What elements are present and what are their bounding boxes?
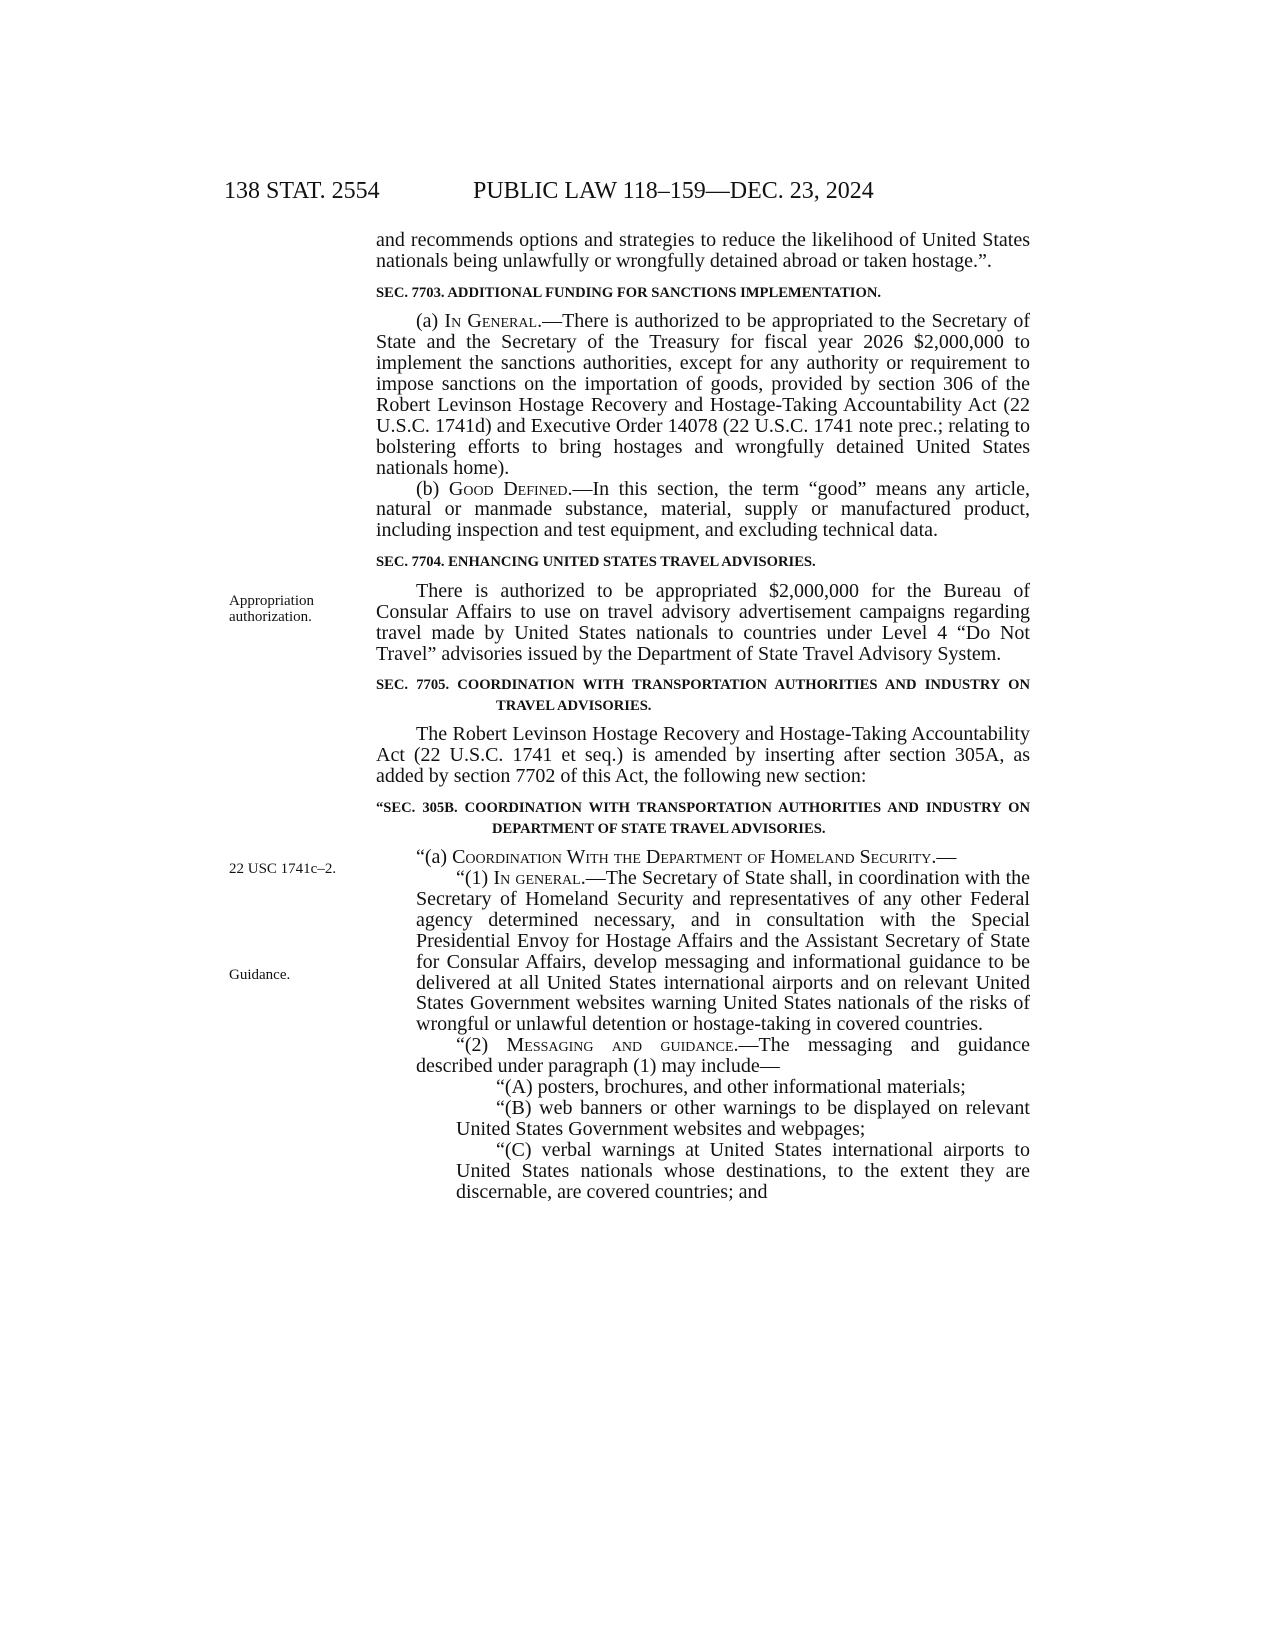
section-7704-text: There is authorized to be appropriated $2,000,000 for the Bureau of Consular Affairs to use on travel advisory advertisement campaigns regarding travel made by United States nationals to countries under Level 4 “Do Not Travel” advisories issued by the Department of State Travel Advisory System. xyxy=(376,579,1030,665)
margin-note-appropriation: Appropriation authorization. xyxy=(229,593,314,625)
label: “(2) xyxy=(456,1034,507,1057)
subsection-heading: Good Defined xyxy=(448,477,568,500)
paragraph-1 xyxy=(416,868,1030,1035)
subparagraph-c: “(C) verbal warnings at United States international airports to United States nationals whose destinations, to the extent they are discernable, are covered countries; and xyxy=(456,1138,1030,1203)
paragraph-text: .—The Secretary of State shall, in coordination with the Secretary of Homeland Security and representatives of any other Federal agency determined necessary, and in consultation with the Special Presidential Envoy for Hostage Affairs and the Assistant Secretary of State for Consular Affairs, develop messaging and informational guidance to be delivered at all United States international airports and on relevant United States Government websites warning United States nationals of the risks of wrongful or unlawful detention or hostage-taking in covered countries. xyxy=(416,867,1030,1036)
subparagraph-b: “(B) web banners or other warnings to be displayed on relevant United States Government websites and webpages; xyxy=(456,1097,1030,1140)
section-7704-title: SEC. 7704. ENHANCING UNITED STATES TRAVEL ADVISORIES. xyxy=(376,554,816,571)
intro-paragraph: and recommends options and strategies to reduce the likelihood of United States nationals being unlawfully or wrongfully detained abroad or taken hostage.”. xyxy=(376,229,1030,272)
paragraph-text: .—The messaging and guidance described under paragraph (1) may include— xyxy=(416,1034,1030,1078)
subsection-heading: In General xyxy=(444,310,538,333)
label: (b) xyxy=(416,477,449,500)
subparagraph-a: “(A) posters, brochures, and other informational materials; xyxy=(496,1076,966,1099)
margin-note-usc: 22 USC 1741c–2. xyxy=(229,861,337,877)
section-305b-a xyxy=(376,847,1030,868)
section-7703-a xyxy=(376,311,1030,478)
section-7705-text: The Robert Levinson Hostage Recovery and Hostage-Taking Accountability Act (22 U.S.C. 1741 et seq.) is amended by inserting after section 305A, as added by section 7702 of this Act, the following new section: xyxy=(376,723,1030,788)
public-law-title: PUBLIC LAW 118–159—DEC. 23, 2024 xyxy=(473,178,874,204)
stat-reference: 138 STAT. 2554 xyxy=(224,178,380,204)
section-7703-b xyxy=(376,479,1030,542)
section-7703-title: SEC. 7703. ADDITIONAL FUNDING FOR SANCTIONS IMPLEMENTATION. xyxy=(376,284,882,301)
margin-note-guidance: Guidance. xyxy=(229,967,291,983)
section-7705-title: SEC. 7705. COORDINATION WITH TRANSPORTATION AUTHORITIES AND INDUSTRY ON TRAVEL ADVISORIES. xyxy=(376,677,1030,714)
paragraph-heading: Messaging and guidance xyxy=(506,1034,734,1057)
subsection-text: .—There is authorized to be appropriated to the Secretary of State and the Secretary of the Treasury for fiscal year 2026 $2,000,000 to implement the sanctions authorities, except for any authority or requirement to impose sanctions on the importation of goods, provided by section 306 of the Robert Levinson Hostage Recovery and Hostage-Taking Accountability Act (22 U.S.C. 1741d) and Executive Order 14078 (22 U.S.C. 1741 note prec.; relating to bolstering efforts to bring hostages and wrongfully detained United States nationals home). xyxy=(376,310,1030,479)
subsection-text: .—In this section, the term “good” means any article, natural or manmade substance, material, supply or manufactured product, including inspection and test equipment, and excluding technical data. xyxy=(376,477,1030,542)
section-305b-title: “SEC. 305B. COORDINATION WITH TRANSPORTATION AUTHORITIES AND INDUSTRY ON DEPARTMENT OF STATE TRAVEL ADVISORIES. xyxy=(376,800,1030,837)
label: (a) xyxy=(416,310,445,333)
subsection-tail: .— xyxy=(931,846,957,869)
document-body xyxy=(376,230,1030,1203)
label: “(1) xyxy=(456,867,494,890)
paragraph-2 xyxy=(416,1035,1030,1077)
subsection-heading: Coordination With the Department of Homeland Security xyxy=(452,846,932,869)
label: “(a) xyxy=(416,846,453,869)
paragraph-heading: In general xyxy=(493,867,581,890)
